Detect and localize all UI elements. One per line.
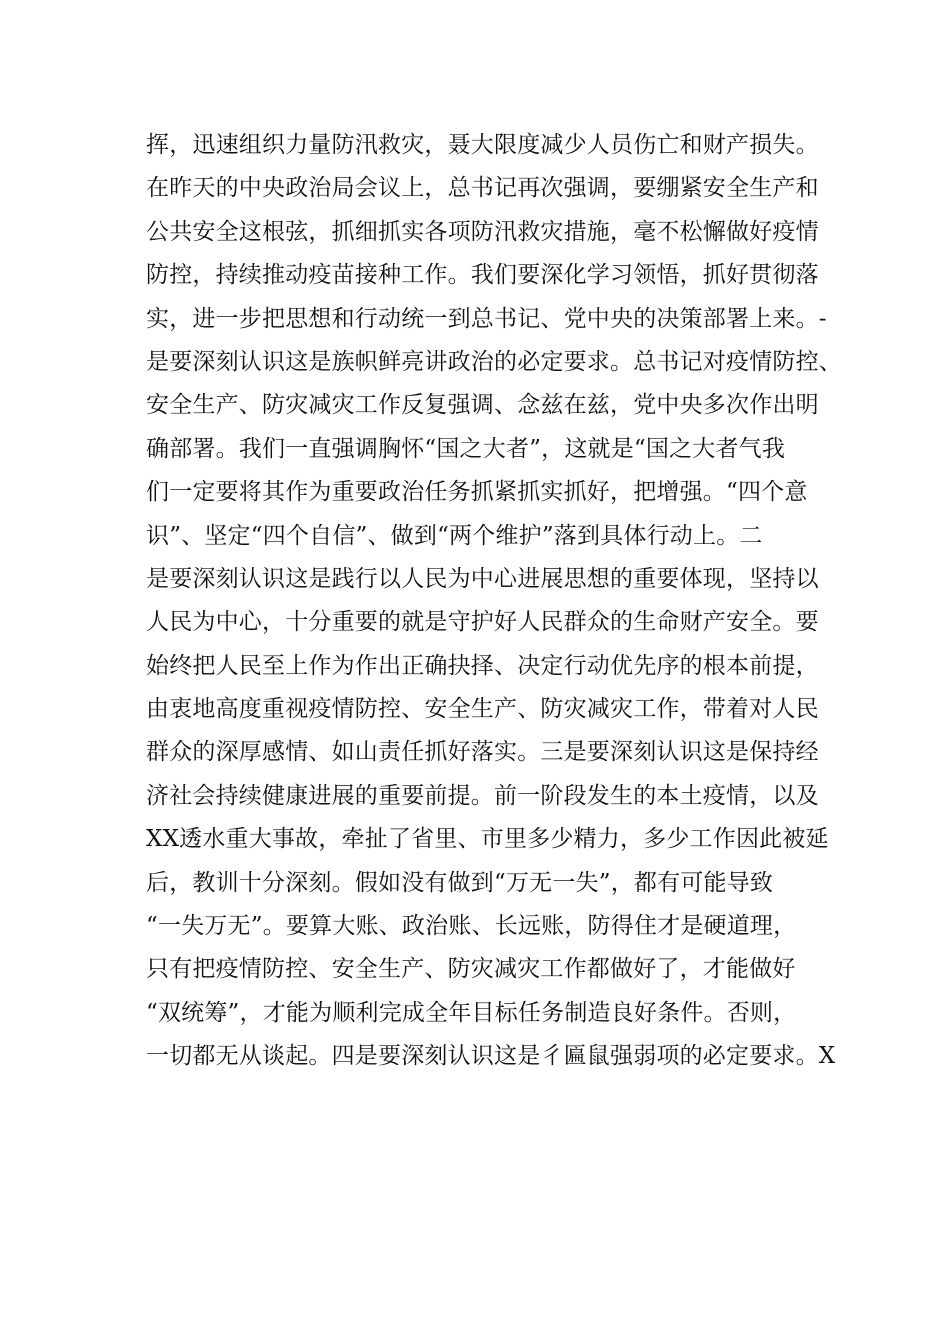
text-line-19: “一失万无”。要算大账、政治账、长远账，防得住才是硬道理，: [146, 913, 797, 940]
text-line-21: “双统筹”，才能为顺利完成全年目标任务制造良好条件。否则，: [146, 999, 797, 1026]
body-text: [146, 124, 842, 1079]
text-line-6: 是要深刻认识这是族帜鲜亮讲政治的必定要求。总书记对疫情防控、: [146, 348, 842, 375]
text-line-8: 确部署。我们一直强调胸怀“国之大者”，这就是“国之大者气我: [146, 435, 786, 462]
text-line-18: 后，教训十分深刻。假如没有做到“万无一失”，都有可能导致: [146, 869, 774, 896]
text-line-17: XX透水重大事故，牵扯了省里、市里多少精力，多少工作因此被延: [146, 826, 829, 853]
text-line-15: 群众的深厚感情、如山责任抓好落实。三是要深刻认识这是保持经: [146, 739, 819, 766]
text-line-3: 公共安全这根弦，抓细抓实各项防汛救灾措施，毫不松懈做好疫情: [146, 218, 819, 245]
text-line-4: 防控，持续推动疫苗接种工作。我们要深化学习领悟，抓好贯彻落: [146, 262, 819, 289]
text-line-14: 由衷地高度重视疫情防控、安全生产、防灾减灾工作，带着对人民: [146, 696, 819, 723]
text-line-20: 只有把疫情防控、安全生产、防灾减灾工作都做好了，才能做好: [146, 956, 796, 983]
text-line-12: 人民为中心，十分重要的就是守护好人民群众的生命财产安全。要: [146, 609, 819, 636]
text-line-9: 们一定要将其作为重要政治任务抓紧抓实抓好，把增强。“四个意: [146, 479, 808, 506]
text-line-1: 挥，迅速组织力量防汛救灾，聂大限度减少人员伤亡和财产损失。: [146, 132, 819, 158]
text-line-22: 一切都无从谈起。四是要深刻认识这是彳匾鼠强弱项的必定要求。X: [146, 1043, 836, 1070]
text-line-11: 是要深刻认识这是践行以人民为中心进展思想的重要体现，坚持以: [146, 565, 819, 592]
text-line-2: 在昨天的中央政治局会议上，总书记再次强调，要绷紧安全生产和: [146, 175, 819, 202]
text-line-13: 始终把人民至上作为作出正确抉择、决定行动优先序的根本前提，: [146, 652, 819, 679]
text-line-5: 实，进一步把思想和行动统一到总书记、党中央的决策部署上来。-: [146, 305, 827, 332]
text-line-7: 安全生产、防灾减灾工作反复强调、念兹在兹，党中央多次作出明: [146, 392, 819, 419]
text-line-10: 识”、坚定“四个自信”、做到“两个维护”落到具体行动上。二: [146, 522, 763, 549]
text-line-16: 济社会持续健康进展的重要前提。前一阶段发生的本土疫情，以及: [146, 782, 819, 809]
